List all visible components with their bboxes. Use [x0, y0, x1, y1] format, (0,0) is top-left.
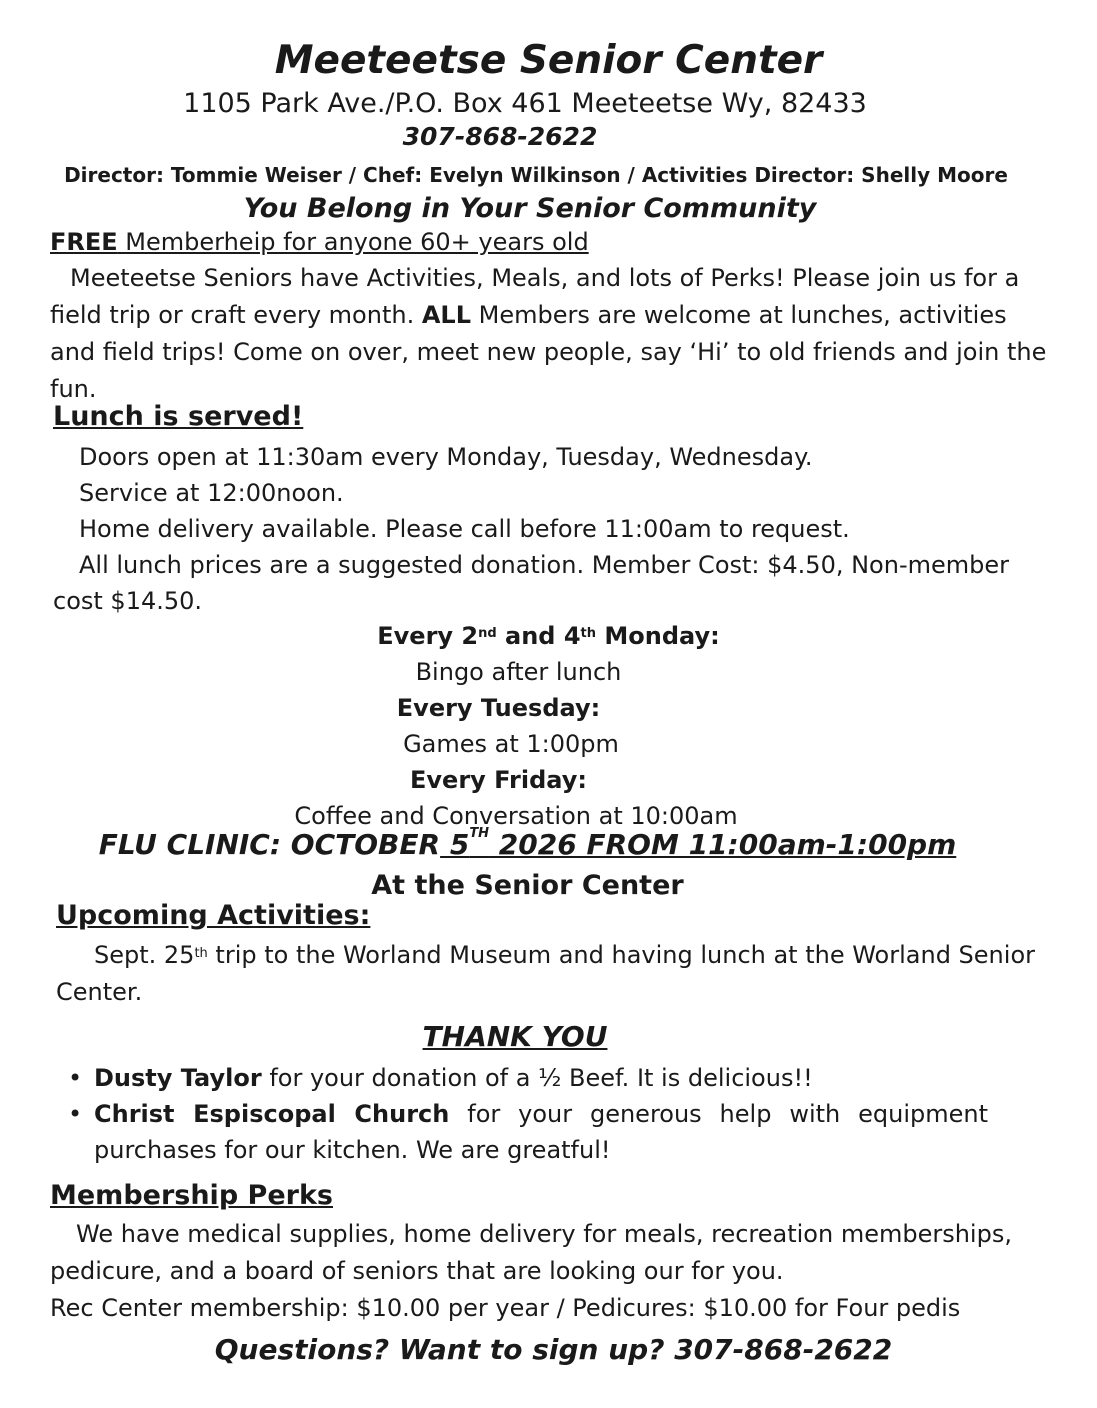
lunch-line: All lunch prices are a suggested donation. Member Cost: $4.50, Non-member cost $14.50.: [53, 551, 1009, 615]
flu-date-underlined: [440, 828, 956, 861]
free-label: FREE: [50, 228, 118, 256]
thank-you-text: for your donation of a ½ Beef. It is delicious!!: [261, 1064, 813, 1092]
phone-number: 307-868-2622: [402, 122, 598, 151]
thank-you-list: [68, 1060, 988, 1168]
address: 1105 Park Ave./P.O. Box 461 Meeteetse Wy, 82433: [183, 88, 867, 119]
thank-you-name: Christ Espiscopal Church: [94, 1100, 450, 1128]
schedule-monday-a: Every 2: [377, 622, 479, 650]
schedule-friday-detail: Coffee and Conversation at 10:00am: [294, 802, 738, 830]
flu-clinic-banner: [0, 828, 1055, 861]
flu-pre: FLU CLINIC: OCTOBER: [98, 828, 441, 861]
footer-cta: Questions? Want to sign up? 307-868-2622: [214, 1333, 893, 1366]
intro-paragraph: [50, 260, 1050, 408]
perks-details: [50, 1216, 1060, 1327]
perks-paragraph: We have medical supplies, home delivery for meals, recreation memberships, pedicure, and a board of seniors that are looking our for you.: [50, 1220, 1012, 1285]
intro-text-2: Members are welcome at lunches, activities and field trips! Come on over, meet new people, say ‘Hi’ to old friends and join the fun.: [50, 301, 1047, 403]
lunch-line: Home delivery available. Please call before 11:00am to request.: [79, 515, 850, 543]
thank-you-item: [68, 1060, 988, 1096]
flu-rest: 2026 FROM 11:00am-1:00pm: [489, 828, 957, 861]
flu-clinic-location: At the Senior Center: [371, 870, 684, 901]
staff-list: Director: Tommie Weiser / Chef: Evelyn Wilkinson / Activities Director: Shelly Moore: [64, 163, 1008, 187]
intro-bold-all: ALL: [421, 301, 471, 329]
upcoming-line-a: Sept. 25: [94, 941, 195, 969]
lunch-line: Doors open at 11:30am every Monday, Tuesday, Wednesday.: [79, 443, 813, 471]
free-text: Memberheip for anyone 60+ years old: [117, 228, 589, 256]
schedule-monday-b: and 4: [496, 622, 581, 650]
schedule-monday-c: Monday:: [596, 622, 720, 650]
upcoming-line-sup: th: [194, 946, 208, 961]
intro-text-1: Meeteetse Seniors have Activities, Meals, and lots of Perks! Please join us for a field trip or craft every month.: [50, 264, 1020, 329]
lunch-details: [53, 439, 1053, 619]
tagline: You Belong in Your Senior Community: [243, 193, 817, 224]
page-title: Meeteetse Senior Center: [274, 38, 823, 83]
schedule-monday: [0, 618, 1097, 654]
schedule-tuesday-detail: Games at 1:00pm: [403, 730, 619, 758]
schedule-tuesday: Every Tuesday:: [396, 694, 601, 722]
schedule-friday: Every Friday:: [410, 766, 587, 794]
free-membership-line: [50, 228, 589, 256]
perks-heading: Membership Perks: [50, 1180, 333, 1211]
flu-day-sup: TH: [469, 826, 490, 841]
lunch-heading: Lunch is served!: [53, 401, 304, 432]
weekly-schedule: [0, 618, 1097, 834]
upcoming-heading: Upcoming Activities:: [56, 900, 371, 931]
lunch-line: Service at 12:00noon.: [79, 479, 344, 507]
schedule-monday-sup2: th: [580, 626, 597, 641]
schedule-monday-detail: Bingo after lunch: [415, 658, 622, 686]
thank-you-item: [68, 1096, 988, 1168]
thank-you-name: Dusty Taylor: [94, 1064, 262, 1092]
flu-day: 5: [440, 828, 470, 861]
upcoming-details: [56, 937, 1056, 1011]
perks-prices: Rec Center membership: $10.00 per year / Pedicures: $10.00 for Four pedis: [50, 1294, 961, 1322]
thank-you-text: for your generous help with equipment purchases for our kitchen. We are greatful!: [94, 1100, 988, 1164]
schedule-monday-sup1: nd: [478, 626, 497, 641]
thank-you-heading: THANK YOU: [422, 1020, 608, 1053]
upcoming-line-b: trip to the Worland Museum and having lunch at the Worland Senior Center.: [56, 941, 1035, 1006]
upcoming-line: [56, 937, 1056, 1011]
